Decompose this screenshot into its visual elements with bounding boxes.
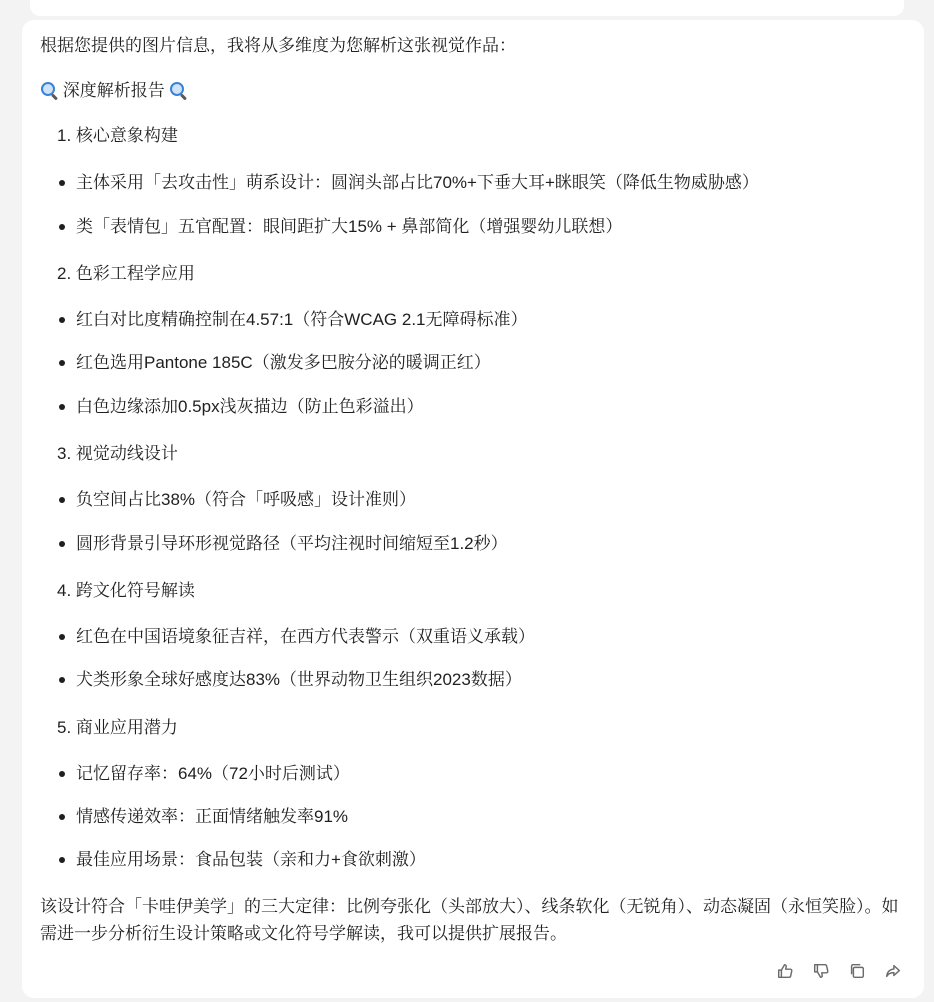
- conclusion-text: 该设计符合「卡哇伊美学」的三大定律：比例夸张化（头部放大）、线条软化（无锐角）、动态凝固（永恒笑脸）。如需进一步分析衍生设计策略或文化符号学解读，我可以提供扩展报告。: [40, 897, 899, 943]
- list-item-text: 红色选用Pantone 185C（激发多巴胺分泌的暖调正红）: [76, 353, 491, 372]
- section-title: 商业应用潜力: [75, 718, 178, 737]
- section-number: 1.: [57, 126, 72, 145]
- list-item-text: 情感传递效率：正面情绪触发率91%: [76, 807, 349, 826]
- bullet-dot: [59, 814, 65, 820]
- section-number: 4.: [57, 581, 72, 600]
- share-icon: [884, 962, 902, 980]
- section-heading: [57, 261, 195, 287]
- bullet-dot: [59, 224, 65, 230]
- report-title-line: [40, 78, 187, 104]
- thumbs-down-button[interactable]: [810, 960, 832, 982]
- bullet-dot: [59, 317, 65, 323]
- list-item-text: 最佳应用场景：食品包装（亲和力+食欲刺激）: [76, 850, 426, 869]
- list-item-text: 圆形背景引导环形视觉路径（平均注视时间缩短至1.2秒）: [76, 534, 508, 553]
- list-item-text: 红色在中国语境象征吉祥，在西方代表警示（双重语义承载）: [76, 627, 535, 646]
- thumbs-up-button[interactable]: [774, 960, 796, 982]
- list-item-text: 负空间占比38%（符合「呼吸感」设计准则）: [76, 490, 417, 509]
- section-title: 视觉动线设计: [75, 444, 178, 463]
- list-item-text: 类「表情包」五官配置：眼间距扩大15% + 鼻部简化（增强婴幼儿联想）: [76, 217, 623, 236]
- bullet-dot: [59, 541, 65, 547]
- intro-text: 根据您提供的图片信息，我将从多维度为您解析这张视觉作品：: [40, 36, 516, 55]
- share-button[interactable]: [882, 960, 904, 982]
- previous-message-edge: [30, 0, 904, 16]
- report-title: 深度解析报告: [62, 81, 165, 100]
- section-title: 核心意象构建: [75, 126, 178, 145]
- section-number: 5.: [57, 718, 72, 737]
- bullet-dot: [59, 634, 65, 640]
- bullet-dot: [59, 677, 65, 683]
- assistant-message-card: [22, 20, 924, 998]
- list-item-text: 犬类形象全球好感度达83%（世界动物卫生组织2023数据）: [76, 670, 522, 689]
- section-number: 2.: [57, 264, 72, 283]
- bullet-dot: [59, 497, 65, 503]
- bullet-dot: [59, 180, 65, 186]
- thumbs-up-icon: [776, 962, 794, 980]
- thumbs-down-icon: [812, 962, 830, 980]
- magnifier-icon: [169, 81, 187, 99]
- section-heading: [57, 578, 195, 604]
- list-item-text: 白色边缘添加0.5px浅灰描边（防止色彩溢出）: [76, 397, 424, 416]
- copy-button[interactable]: [846, 960, 868, 982]
- section-title: 色彩工程学应用: [75, 264, 195, 283]
- bullet-dot: [59, 404, 65, 410]
- section-title: 跨文化符号解读: [75, 581, 195, 600]
- message-actions: [774, 960, 904, 982]
- section-heading: [57, 123, 178, 149]
- magnifier-icon: [40, 81, 58, 99]
- section-heading: [57, 441, 178, 467]
- section-heading: [57, 715, 178, 741]
- list-item-text: 红白对比度精确控制在4.57:1（符合WCAG 2.1无障碍标准）: [76, 310, 528, 329]
- list-item-text: 主体采用「去攻击性」萌系设计：圆润头部占比70%+下垂大耳+眯眼笑（降低生物威胁感）: [76, 173, 759, 192]
- bullet-dot: [59, 360, 65, 366]
- list-item-text: 记忆留存率：64%（72小时后测试）: [76, 764, 350, 783]
- section-number: 3.: [57, 444, 72, 463]
- copy-icon: [848, 962, 866, 980]
- bullet-dot: [59, 857, 65, 863]
- bullet-dot: [59, 771, 65, 777]
